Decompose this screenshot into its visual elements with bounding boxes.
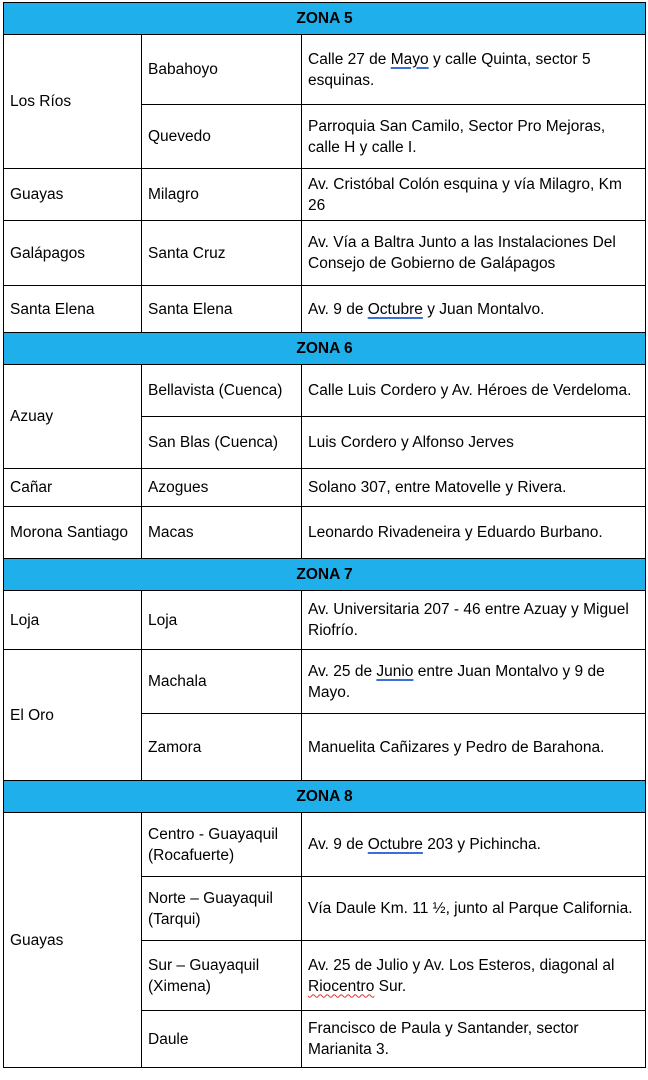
address-cell bbox=[302, 169, 646, 221]
address-text: Av. 9 de bbox=[308, 300, 368, 318]
underlined-word: Junio bbox=[376, 662, 414, 680]
address-cell bbox=[302, 417, 646, 469]
zone-offices-table bbox=[3, 2, 646, 1068]
city-cell: Loja bbox=[142, 591, 302, 650]
province-cell: Santa Elena bbox=[4, 286, 142, 333]
province-cell: Cañar bbox=[4, 469, 142, 507]
underlined-word: Riocentro bbox=[308, 977, 375, 995]
address-text: Av. 25 de Julio y Av. Los Esteros, diagonal al bbox=[308, 956, 615, 974]
city-cell: Santa Elena bbox=[142, 286, 302, 333]
address-text: Av. 9 de bbox=[308, 836, 368, 853]
province-cell: Loja bbox=[4, 591, 142, 650]
table-row bbox=[4, 650, 646, 714]
city-cell: Santa Cruz bbox=[142, 221, 302, 286]
address-text: Calle 27 de bbox=[308, 50, 391, 68]
address-cell bbox=[302, 591, 646, 650]
city-cell: Babahoyo bbox=[142, 35, 302, 105]
address-cell bbox=[302, 714, 646, 781]
address-cell bbox=[302, 877, 646, 941]
address-text: Av. Vía a Baltra Junto a las Instalaciones Del Consejo de Gobierno de Galápagos bbox=[308, 234, 616, 272]
zone-header: ZONA 7 bbox=[4, 559, 646, 591]
address-text: Francisco de Paula y Santander, sector Marianita 3. bbox=[308, 1020, 579, 1058]
province-cell: Azuay bbox=[4, 365, 142, 469]
province-cell: Guayas bbox=[4, 813, 142, 1068]
address-cell bbox=[302, 1011, 646, 1068]
province-cell: El Oro bbox=[4, 650, 142, 781]
city-cell: Sur – Guayaquil (Ximena) bbox=[142, 941, 302, 1011]
address-cell bbox=[302, 650, 646, 714]
city-cell: Norte – Guayaquil (Tarqui) bbox=[142, 877, 302, 941]
table-row bbox=[4, 813, 646, 877]
province-cell: Los Ríos bbox=[4, 35, 142, 169]
address-text: Manuelita Cañizares y Pedro de Barahona. bbox=[308, 738, 605, 756]
address-cell bbox=[302, 813, 646, 877]
address-text: y Juan Montalvo. bbox=[422, 300, 545, 318]
city-cell: Quevedo bbox=[142, 105, 302, 169]
province-cell: Morona Santiago bbox=[4, 507, 142, 559]
underlined-word: Mayo bbox=[390, 50, 429, 68]
address-text: Solano 307, entre Matovelle y Rivera. bbox=[308, 479, 567, 496]
underlined-word: Octubre bbox=[367, 300, 423, 318]
zone-header: ZONA 5 bbox=[4, 3, 646, 35]
zone-header: ZONA 8 bbox=[4, 781, 646, 813]
table-row bbox=[4, 365, 646, 417]
zone-header: ZONA 6 bbox=[4, 333, 646, 365]
address-cell bbox=[302, 941, 646, 1011]
table-row bbox=[4, 507, 646, 559]
table-row bbox=[4, 35, 646, 105]
address-text: Sur. bbox=[374, 977, 407, 995]
address-text: entre Juan Montalvo y 9 de Mayo. bbox=[308, 662, 605, 701]
city-cell: San Blas (Cuenca) bbox=[142, 417, 302, 469]
table-row bbox=[4, 169, 646, 221]
city-cell: Daule bbox=[142, 1011, 302, 1068]
address-text: Luis Cordero y Alfonso Jerves bbox=[308, 434, 514, 451]
address-text: Calle Luis Cordero y Av. Héroes de Verdeloma. bbox=[308, 382, 632, 399]
address-text: y calle Quinta, sector 5 esquinas. bbox=[308, 50, 591, 89]
zone-header-row bbox=[4, 333, 646, 365]
address-text: Parroquia San Camilo, Sector Pro Mejoras, calle H y calle I. bbox=[308, 117, 606, 156]
address-text: Vía Daule Km. 11 ½, junto al Parque California. bbox=[308, 900, 633, 917]
city-cell: Bellavista (Cuenca) bbox=[142, 365, 302, 417]
zone-header-row bbox=[4, 781, 646, 813]
city-cell: Zamora bbox=[142, 714, 302, 781]
address-cell bbox=[302, 507, 646, 559]
table-row bbox=[4, 221, 646, 286]
address-cell bbox=[302, 365, 646, 417]
address-cell bbox=[302, 469, 646, 507]
address-text: Av. Cristóbal Colón esquina y vía Milagro, Km 26 bbox=[308, 175, 622, 214]
address-text: Av. 25 de bbox=[308, 662, 377, 680]
zone-header-row bbox=[4, 559, 646, 591]
city-cell: Centro - Guayaquil (Rocafuerte) bbox=[142, 813, 302, 877]
table-row bbox=[4, 591, 646, 650]
underlined-word: Octubre bbox=[367, 836, 423, 853]
city-cell: Milagro bbox=[142, 169, 302, 221]
city-cell: Macas bbox=[142, 507, 302, 559]
address-text: Av. Universitaria 207 - 46 entre Azuay y Miguel Riofrío. bbox=[308, 601, 629, 639]
table-row bbox=[4, 286, 646, 333]
address-text: Leonardo Rivadeneira y Eduardo Burbano. bbox=[308, 524, 603, 541]
city-cell: Azogues bbox=[142, 469, 302, 507]
address-cell bbox=[302, 221, 646, 286]
address-text: 203 y Pichincha. bbox=[422, 836, 541, 853]
address-cell bbox=[302, 35, 646, 105]
city-cell: Machala bbox=[142, 650, 302, 714]
province-cell: Guayas bbox=[4, 169, 142, 221]
address-cell bbox=[302, 105, 646, 169]
province-cell: Galápagos bbox=[4, 221, 142, 286]
table-row bbox=[4, 469, 646, 507]
zone-header-row bbox=[4, 3, 646, 35]
address-cell bbox=[302, 286, 646, 333]
